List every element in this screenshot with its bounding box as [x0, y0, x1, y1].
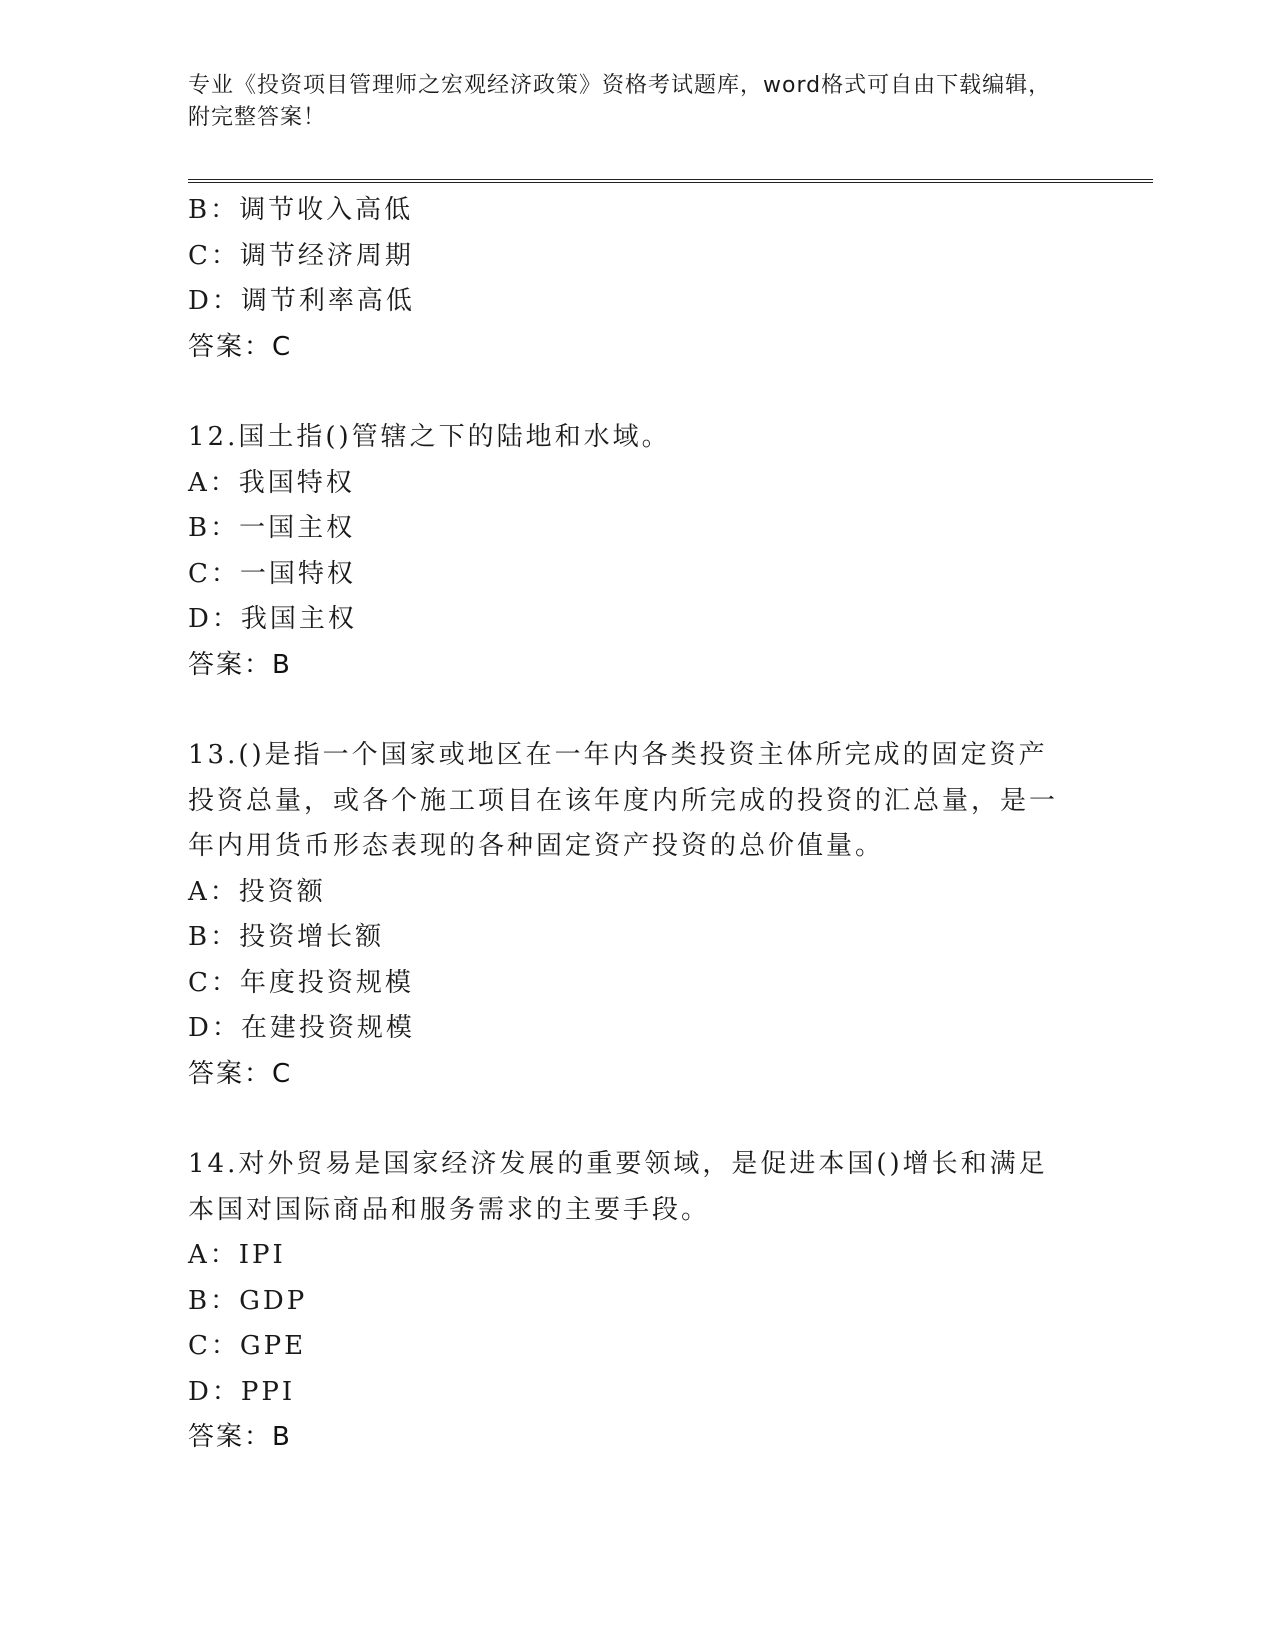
option-c: C：一国特权	[188, 558, 356, 589]
option-b: B：调节收入高低	[188, 195, 414, 225]
option-a: A：投资额	[188, 876, 326, 907]
option-c: C：调节经济周期	[188, 240, 414, 271]
answer: 答案：C	[188, 1058, 293, 1089]
option-c: C：GPE	[188, 1331, 307, 1361]
question-stem: 13.()是指一个国家或地区在一年内各类投资主体所完成的固定资产投资总量，或各个施工项目在该年度内所完成的投资的汇总量，是一年内用货币形态表现的各种固定资产投资的总价值量。	[188, 740, 1059, 861]
option-b: B：投资增长额	[188, 922, 385, 952]
continued-question	[188, 188, 1088, 370]
option-b: B：GDP	[188, 1285, 308, 1316]
answer: 答案：B	[188, 1422, 292, 1452]
question-12	[188, 415, 1088, 688]
option-d: D：在建投资规模	[188, 1013, 415, 1043]
option-a: A：IPI	[188, 1240, 286, 1270]
answer: 答案：B	[188, 649, 292, 680]
document-body	[188, 188, 1088, 1461]
question-stem: 14.对外贸易是国家经济发展的重要领域，是促进本国()增长和满足本国对国际商品和服务需求的主要手段。	[188, 1149, 1048, 1225]
spacer	[188, 370, 1088, 415]
option-c: C：年度投资规模	[188, 967, 414, 998]
option-b: B：一国主权	[188, 513, 356, 543]
spacer	[188, 1097, 1088, 1142]
option-d: D：我国主权	[188, 604, 357, 634]
page-header: 专业《投资项目管理师之宏观经济政策》资格考试题库，word格式可自由下载编辑，附完整答案！	[188, 73, 1052, 130]
option-d: D：调节利率高低	[188, 286, 415, 316]
option-d: D：PPI	[188, 1376, 296, 1407]
question-14	[188, 1142, 1088, 1461]
question-13	[188, 733, 1088, 1097]
option-a: A：我国特权	[188, 467, 355, 498]
question-stem: 12.国土指()管辖之下的陆地和水域。	[188, 422, 671, 452]
header-rule	[188, 179, 1153, 183]
spacer	[188, 688, 1088, 733]
answer: 答案：C	[188, 331, 293, 362]
